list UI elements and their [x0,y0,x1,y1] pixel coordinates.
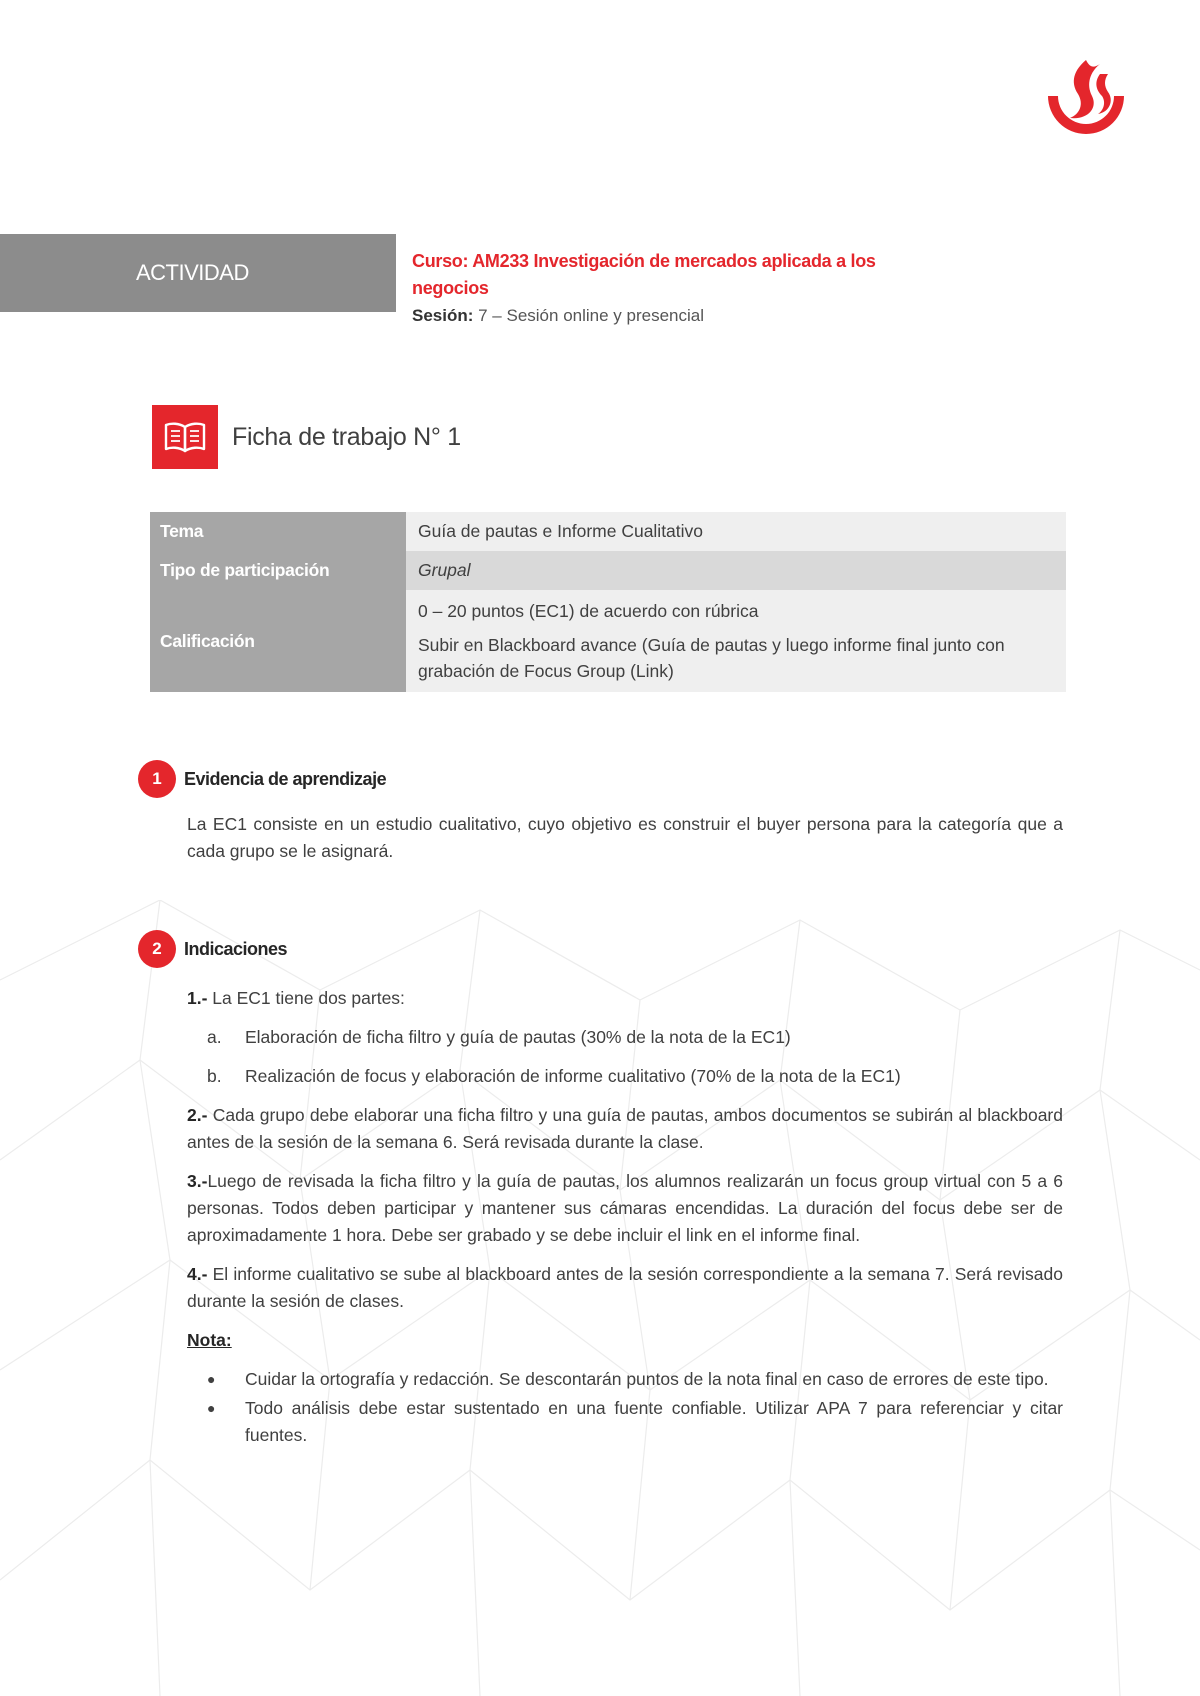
table-row-tipo [150,551,1066,590]
university-logo [1040,52,1132,144]
indication-3-number: 3.- [187,1171,208,1191]
worksheet-heading [152,405,461,469]
calificacion-value [406,590,1066,692]
table-row-tema [150,512,1066,551]
indication-3 [187,1168,1063,1249]
tipo-label: Tipo de participación [150,551,406,590]
course-info [412,248,952,329]
section-2-title: Indicaciones [184,938,288,959]
nota-label: Nota: [187,1330,232,1350]
indication-1-text: La EC1 tiene dos partes: [207,988,405,1008]
sub-item-a-letter: a. [207,1027,222,1047]
calificacion-line-2: Subir en Blackboard avance (Guía de pautas y luego informe final junto con grabación de Focus Group (Link) [418,635,1005,681]
nota-bullet-1: Cuidar la ortografía y redacción. Se descontarán puntos de la nota final en caso de errores de este tipo. [245,1369,1049,1389]
sub-item-b [187,1063,1063,1090]
session-label: Sesión: [412,306,474,325]
section-1-heading [138,760,386,798]
section-2-heading [138,930,287,968]
tema-label: Tema [150,512,406,551]
indication-2-number: 2.- [187,1105,208,1125]
nota-bullet-list [187,1366,1063,1449]
section-1-title: Evidencia de aprendizaje [184,768,387,789]
section-2-body [187,985,1063,1451]
session-value: 7 – Sesión online y presencial [473,306,704,325]
indication-3-text: Luego de revisada la ficha filtro y la guía de pautas, los alumnos realizarán un focus group virtual con 5 a 6 personas. Todos deben participar y mantener sus cámaras encendidas. La duración del focus debe ser de aproximadamente 1 hora. Debe ser grabado y se debe incluir el link en el informe final. [187,1171,1063,1245]
list-item [187,1395,1063,1449]
activity-label: ACTIVIDAD [136,260,249,285]
indication-2-text: Cada grupo debe elaborar una ficha filtro y una guía de pautas, ambos documentos se subirán al blackboard antes de la sesión de la semana 6. Será revisada durante la clase. [187,1105,1063,1152]
nota-bullet-2: Todo análisis debe estar sustentado en una fuente confiable. Utilizar APA 7 para referenciar y citar fuentes. [245,1398,1063,1445]
indication-2 [187,1102,1063,1156]
indication-4 [187,1261,1063,1315]
activity-info-table [150,512,1066,692]
section-1-number-badge: 1 [138,760,176,798]
worksheet-title: Ficha de trabajo N° 1 [232,422,461,451]
course-title: Curso: AM233 Investigación de mercados aplicada a los negocios [412,251,876,298]
section-2-number-badge: 2 [138,930,176,968]
indication-4-text: El informe cualitativo se sube al blackboard antes de la sesión correspondiente a la semana 7. Será revisado durante la sesión de clases. [187,1264,1063,1311]
indication-1-number: 1.- [187,988,208,1008]
sub-item-b-letter: b. [207,1066,222,1086]
calificacion-label: Calificación [150,590,406,692]
session-line [412,302,952,329]
sub-item-a [187,1024,1063,1051]
tipo-value: Grupal [406,551,1066,590]
table-row-calificacion [150,590,1066,692]
evidence-paragraph: La EC1 consiste en un estudio cualitativo, cuyo objetivo es construir el buyer persona para la categoría que a cada grupo se le asignará. [187,814,1063,861]
bullet-icon: ● [207,1371,216,1387]
sub-item-a-text: Elaboración de ficha filtro y guía de pautas (30% de la nota de la EC1) [245,1027,791,1047]
calificacion-line-1: 0 – 20 puntos (EC1) de acuerdo con rúbrica [418,601,759,621]
open-book-icon [152,405,218,469]
section-1-text [187,811,1063,865]
tema-value: Guía de pautas e Informe Cualitativo [406,512,1066,551]
indication-4-number: 4.- [187,1264,208,1284]
sub-item-b-text: Realización de focus y elaboración de informe cualitativo (70% de la nota de la EC1) [245,1066,901,1086]
activity-band [0,234,396,312]
indication-1 [187,985,1063,1012]
list-item [187,1366,1063,1393]
bullet-icon: ● [207,1400,216,1416]
